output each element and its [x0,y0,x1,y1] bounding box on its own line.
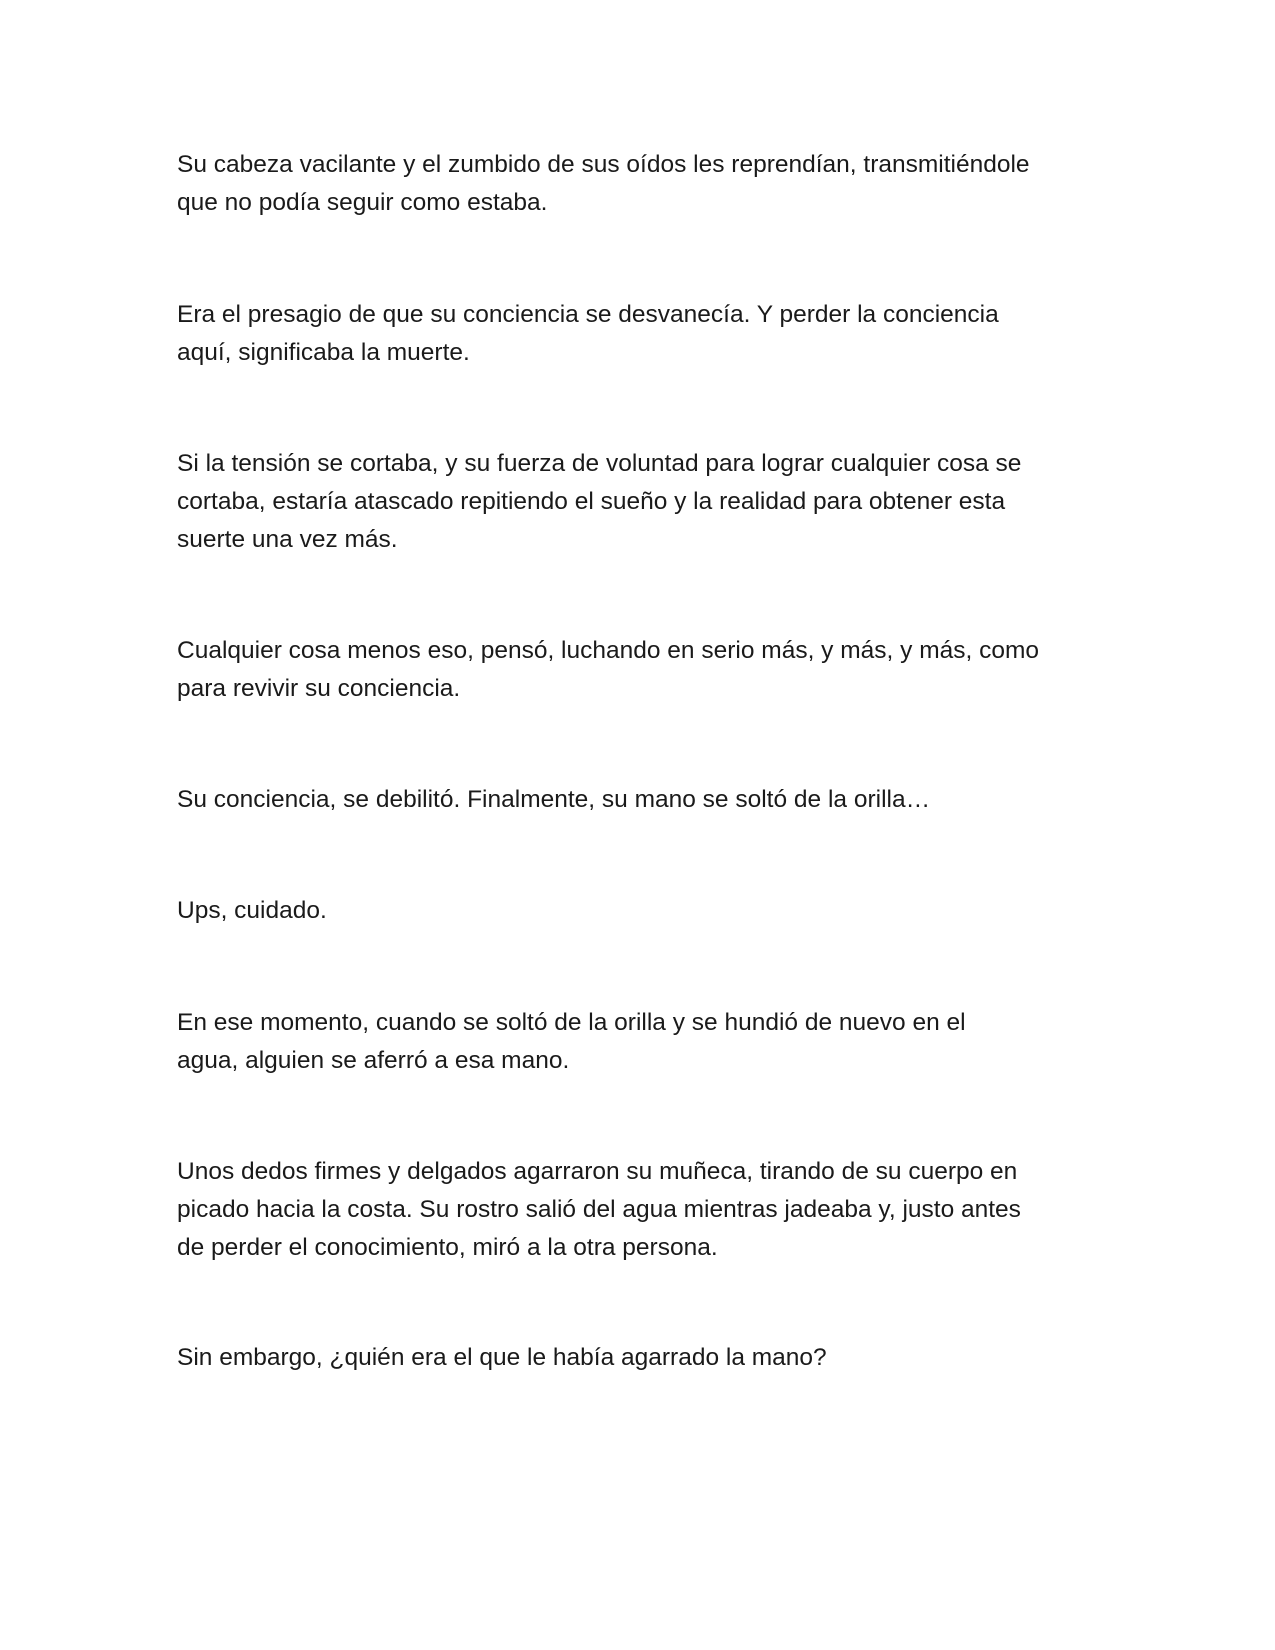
paragraph-line: Cualquier cosa menos eso, pensó, luchando en serio más, y más, y más, como [177,637,1039,664]
paragraph-2 [177,296,1107,372]
paragraph-3 [177,445,1107,559]
paragraph-line: Su conciencia, se debilitó. Finalmente, su mano se soltó de la orilla… [177,786,931,813]
paragraph-line: cortaba, estaría atascado repitiendo el sueño y la realidad para obtener esta [177,488,1006,515]
paragraph-line: agua, alguien se aferró a esa mano. [177,1047,570,1074]
paragraph-line: Unos dedos firmes y delgados agarraron su muñeca, tirando de su cuerpo en [177,1158,1018,1185]
paragraph-line: Sin embargo, ¿quién era el que le había agarrado la mano? [177,1344,827,1371]
paragraph-8 [177,1153,1107,1267]
paragraph-line: que no podía seguir como estaba. [177,189,548,216]
paragraph-5 [177,781,1107,819]
paragraph-line: En ese momento, cuando se soltó de la orilla y se hundió de nuevo en el [177,1009,966,1036]
paragraph-line: picado hacia la costa. Su rostro salió del agua mientras jadeaba y, justo antes [177,1196,1021,1223]
paragraph-1 [177,146,1107,222]
paragraph-line: Si la tensión se cortaba, y su fuerza de voluntad para lograr cualquier cosa se [177,450,1022,477]
paragraph-line: para revivir su conciencia. [177,675,461,702]
paragraph-line: aquí, significaba la muerte. [177,339,470,366]
paragraph-9 [177,1339,1107,1377]
paragraph-line: de perder el conocimiento, miró a la otra persona. [177,1234,718,1261]
paragraph-4 [177,632,1107,708]
paragraph-line: Su cabeza vacilante y el zumbido de sus oídos les reprendían, transmitiéndole [177,151,1030,178]
paragraph-line: Era el presagio de que su conciencia se desvanecía. Y perder la conciencia [177,301,999,328]
paragraph-line: Ups, cuidado. [177,897,327,924]
paragraph-6 [177,892,1107,930]
paragraph-7 [177,1004,1107,1080]
paragraph-line: suerte una vez más. [177,526,398,553]
